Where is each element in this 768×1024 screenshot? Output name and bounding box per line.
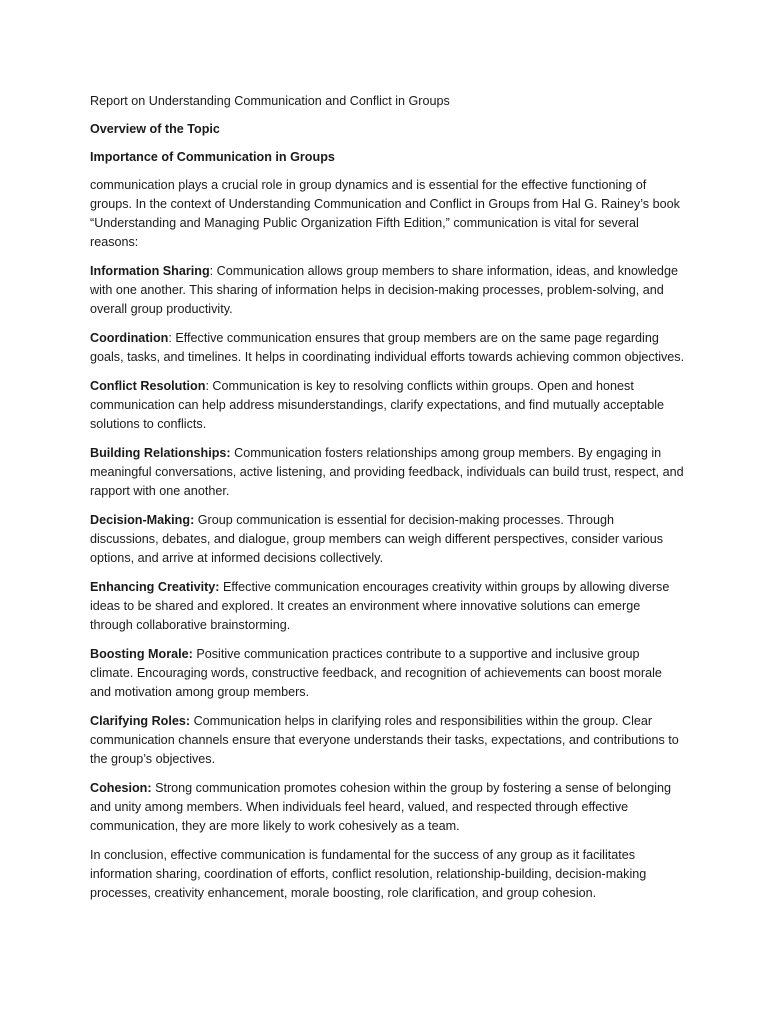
item-text: Group communication is essential for decision-making processes. Through discussions, debates, and dialogue, group members can weigh different perspectives, consider various options, and arrive at informed decisions collectively. — [90, 513, 664, 565]
item-cohesion — [90, 779, 686, 836]
item-term: Information Sharing — [90, 264, 210, 278]
item-text: Communication helps in clarifying roles and responsibilities within the group. Clear communication channels ensure that everyone understands their tasks, expectations, and contributions to the group’s objectives. — [90, 714, 679, 766]
conclusion-paragraph: In conclusion, effective communication is fundamental for the success of any group as it facilitates information sharing, coordination of efforts, conflict resolution, relationship-building, decision-making processes, creativity enhancement, morale boosting, role clarification, and group cohesion. — [90, 848, 647, 900]
item-coordination — [90, 329, 686, 367]
item-boosting-morale — [90, 645, 686, 702]
item-text: : Effective communication ensures that group members are on the same page regarding goals, tasks, and timelines. It helps in coordinating individual efforts towards achieving common objectives. — [90, 331, 685, 364]
item-term: Coordination — [90, 331, 169, 345]
item-text: Strong communication promotes cohesion within the group by fostering a sense of belonging and unity among members. When individuals feel heard, valued, and respected through effective communication, they are more likely to work cohesively as a team. — [90, 781, 672, 833]
item-enhancing-creativity — [90, 578, 686, 635]
document-title: Report on Understanding Communication and Conflict in Groups — [90, 94, 450, 108]
item-term: Boosting Morale: — [90, 647, 193, 661]
item-term: Conflict Resolution — [90, 379, 206, 393]
item-term: Cohesion: — [90, 781, 152, 795]
item-text: Effective communication encourages creativity within groups by allowing diverse ideas to be shared and explored. It creates an environment where innovative solutions can emerge through collaborative brainstorming. — [90, 580, 670, 632]
item-term: Building Relationships: — [90, 446, 231, 460]
item-conflict-resolution — [90, 377, 686, 434]
item-text: : Communication allows group members to share information, ideas, and knowledge with one another. This sharing of information helps in decision-making processes, problem-solving, and overall group productivity. — [90, 264, 678, 316]
item-information-sharing — [90, 262, 686, 319]
item-decision-making — [90, 511, 686, 568]
item-text: : Communication is key to resolving conflicts within groups. Open and honest communication can help address misunderstandings, clarify expectations, and find mutually acceptable solutions to conflicts. — [90, 379, 665, 431]
intro-paragraph: communication plays a crucial role in group dynamics and is essential for the effective functioning of groups. In the context of Understanding Communication and Conflict in Groups from Hal G. Rainey’s book “Understanding and Managing Public Organization Fifth Edition,” communication is vital for several reasons: — [90, 178, 680, 249]
importance-heading: Importance of Communication in Groups — [90, 150, 335, 164]
item-text: Communication fosters relationships among group members. By engaging in meaningful conversations, active listening, and providing feedback, individuals can build trust, respect, and rapport with one another. — [90, 446, 684, 498]
document-page — [90, 92, 686, 913]
overview-heading: Overview of the Topic — [90, 122, 220, 136]
item-term: Decision-Making: — [90, 513, 195, 527]
item-clarifying-roles — [90, 712, 686, 769]
item-text: Positive communication practices contribute to a supportive and inclusive group climate. Encouraging words, constructive feedback, and recognition of achievements can boost morale and motivation among group members. — [90, 647, 662, 699]
item-building-relationships — [90, 444, 686, 501]
item-term: Clarifying Roles: — [90, 714, 191, 728]
item-term: Enhancing Creativity: — [90, 580, 220, 594]
